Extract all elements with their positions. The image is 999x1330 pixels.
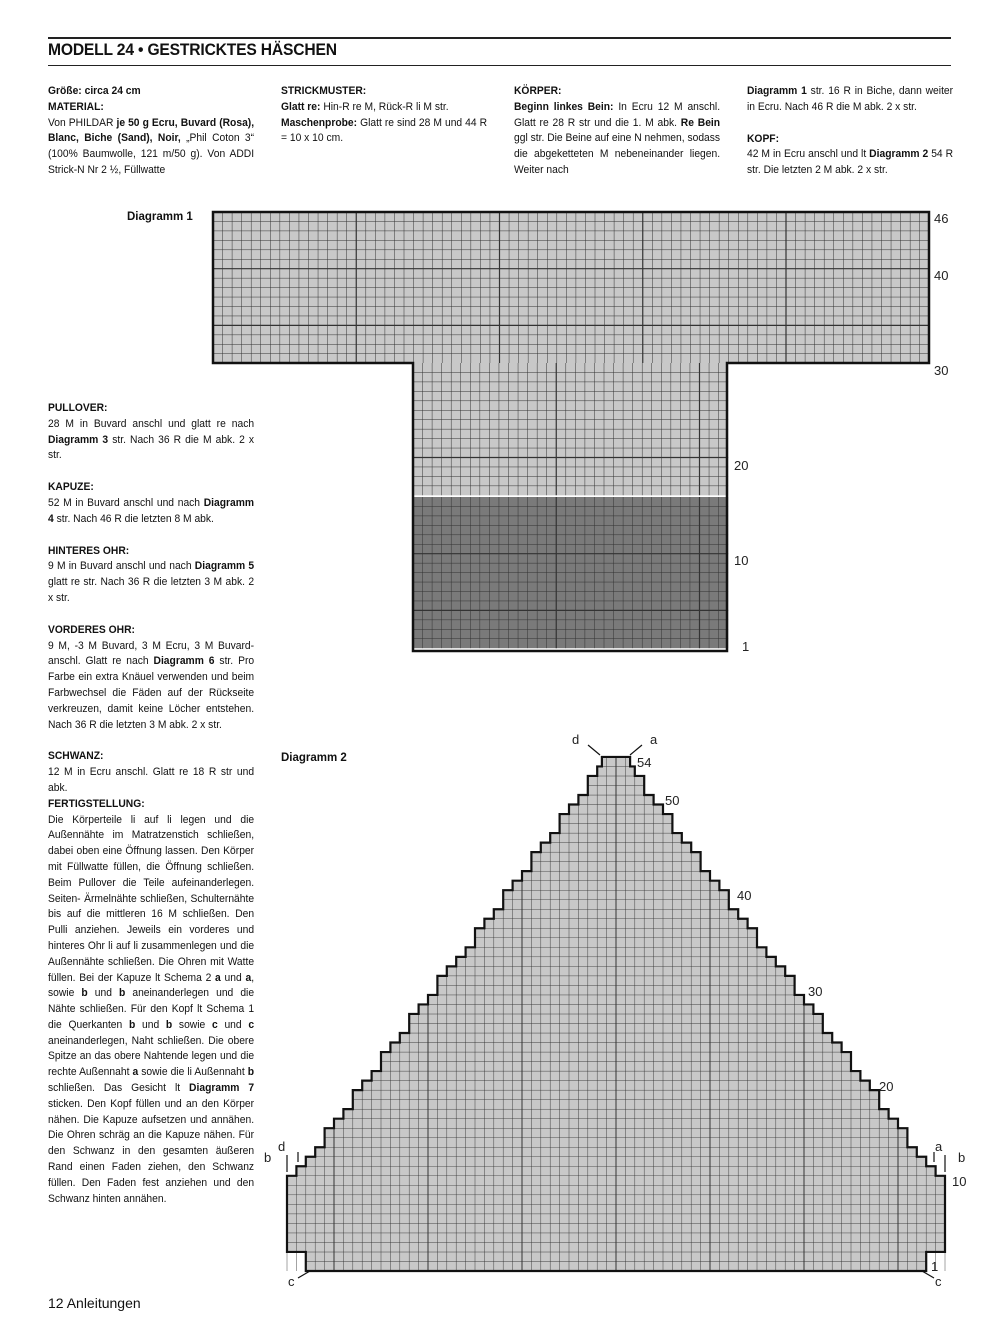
d1-row-30: 30 xyxy=(934,363,949,378)
diagram2-top-ticks xyxy=(588,745,642,755)
page-title: MODELL 24 • GESTRICKTES HÄSCHEN xyxy=(48,40,337,59)
material-heading: MATERIAL: xyxy=(48,100,104,113)
koerper-text: Beginn linkes Bein: In Ecru 12 M anschl. Glatt re 28 R str und die 1. M abk. Re Bein ggl str. Die Beine auf eine N nehmen, sodass die abgeketteten M nebeneinander liegen. Weiter nach xyxy=(514,100,721,176)
diagram1-label: Diagramm 1 xyxy=(127,211,193,223)
d2-row-54: 54 xyxy=(637,755,652,770)
diagramm1-text: Diagramm 1 str. 16 R in Biche, dann weiter in Ecru. Nach 46 R die M abk. 2 x str. xyxy=(747,85,954,113)
d2-row-1: 1 xyxy=(931,1259,939,1274)
fertigstellung-text: Die Körperteile li auf li legen und die Außennähte im Matratzenstich schließen, dabei oben eine Öffnung lassen. Den Körper mit Füllwatte füllen, die Öffnung schließen. Beim Pullover die Teile aufeinanderlegen. Seiten- Ärmelnähte schließen, Schulternähte bis auf die mittleren 16 M schließen. Den Pulli anziehen. Jeweils ein vorderes und hinteres Ohr li auf li zusammenlegen und die Außennähte schließen. Die Ohren mit Watte füllen. Bei der Kapuze lt Schema 2 a und a, sowie b und b aneinanderlegen und die Nähte schließen. Für den Kopf lt Schema 1 die Querkanten b und b sowie c und c aneinanderlegen, Naht schließen. Die obere Spitze an das obere Nahtende legen und die rechte Außennaht a sowie die li Außennaht b schließen. Das Gesicht lt Diagramm 7 sticken. Den Kopf füllen und an den Körper nähen. Die Kapuze aufsetzen und annähen. Die Ohren schräg an die Kapuze nähen. Für den Schwanz in den gesamten äußeren Rand einen Faden ziehen, den Schwanz füllen. Den Faden fest anziehen und den Schwanz hinten annähen. xyxy=(48,813,255,1205)
d1-row-40: 40 xyxy=(934,268,949,283)
kopf-heading: KOPF: xyxy=(747,132,780,145)
fertigstellung-heading: FERTIGSTELLUNG: xyxy=(48,797,145,810)
d1-row-46: 46 xyxy=(934,211,949,226)
schwanz-text: 12 M in Ecru anschl. Glatt re 18 R str und abk. xyxy=(48,766,255,794)
corner-a-right: a xyxy=(935,1139,943,1154)
corner-b-right: b xyxy=(958,1150,966,1165)
maschenprobe-text: Maschenprobe: Glatt re sind 28 M und 44 R = 10 x 10 cm. xyxy=(281,116,488,145)
vorderes-ohr-heading: VORDERES OHR: xyxy=(48,623,135,636)
corner-a-top: a xyxy=(650,732,658,747)
material-text: Von PHILDAR je 50 g Ecru, Buvard (Rosa), Blanc, Biche (Sand), Noir, „Phil Coton 3“ (100% Baumwolle, 121 m/50 g). Von ADDI Strick-N Nr 2 ½, Füllwatte xyxy=(48,116,255,176)
hinteres-ohr-heading: HINTERES OHR: xyxy=(48,544,130,557)
d1-row-1: 1 xyxy=(742,639,750,654)
kapuze-heading: KAPUZE: xyxy=(48,481,94,494)
d2-row-30: 30 xyxy=(808,984,823,999)
kapuze-text: 52 M in Buvard anschl und nach Diagramm 4 str. Nach 46 R die letzten 8 M abk. xyxy=(48,496,255,525)
pullover-heading: PULLOVER: xyxy=(48,402,108,414)
glatt-text: Glatt re: Hin-R re M, Rück-R li M str. xyxy=(281,100,449,113)
d2-row-50: 50 xyxy=(665,793,680,808)
kopf-text: 42 M in Ecru anschl und lt Diagramm 2 54 R str. Die letzten 2 M abk. 2 x str. xyxy=(747,148,954,177)
d2-row-20: 20 xyxy=(879,1079,894,1094)
pullover-text: 28 M in Buvard anschl und glatt re nach Diagramm 3 str. Nach 36 R die M abk. 2 x str. xyxy=(48,417,255,462)
page-footer: 12 Anleitungen xyxy=(48,1295,141,1311)
corner-d-top: d xyxy=(572,732,580,747)
corner-c-left: c xyxy=(288,1274,295,1289)
strickmuster-heading: STRICKMUSTER: xyxy=(281,85,367,97)
koerper-heading: KÖRPER: xyxy=(514,85,562,97)
schwanz-heading: SCHWANZ: xyxy=(48,750,104,763)
hinteres-ohr-text: 9 M in Buvard anschl und nach Diagramm 5 glatt re str. Nach 36 R die letzten 3 M abk. 2 x str. xyxy=(48,560,255,604)
d1-row-10: 10 xyxy=(734,553,749,568)
corner-b-left: b xyxy=(264,1150,272,1165)
size-text: Größe: circa 24 cm xyxy=(48,85,141,97)
diagram2-label: Diagramm 2 xyxy=(281,752,347,764)
d2-row-40: 40 xyxy=(737,888,752,903)
corner-d-left: d xyxy=(278,1139,286,1154)
d2-row-10: 10 xyxy=(952,1174,967,1189)
corner-c-right: c xyxy=(935,1274,942,1289)
d1-row-20: 20 xyxy=(734,458,749,473)
vorderes-ohr-text: 9 M, -3 M Buvard, 3 M Ecru, 3 M Buvard-anschl. Glatt re nach Diagramm 6 str. Pro Farbe ein extra Knäuel verwenden und beim Farbwechsel die Fäden auf der Rückseite verkreuzen, damit keine Löcher entstehen. Nach 36 R die letzten 3 M abk. 2 x str. xyxy=(48,639,255,731)
